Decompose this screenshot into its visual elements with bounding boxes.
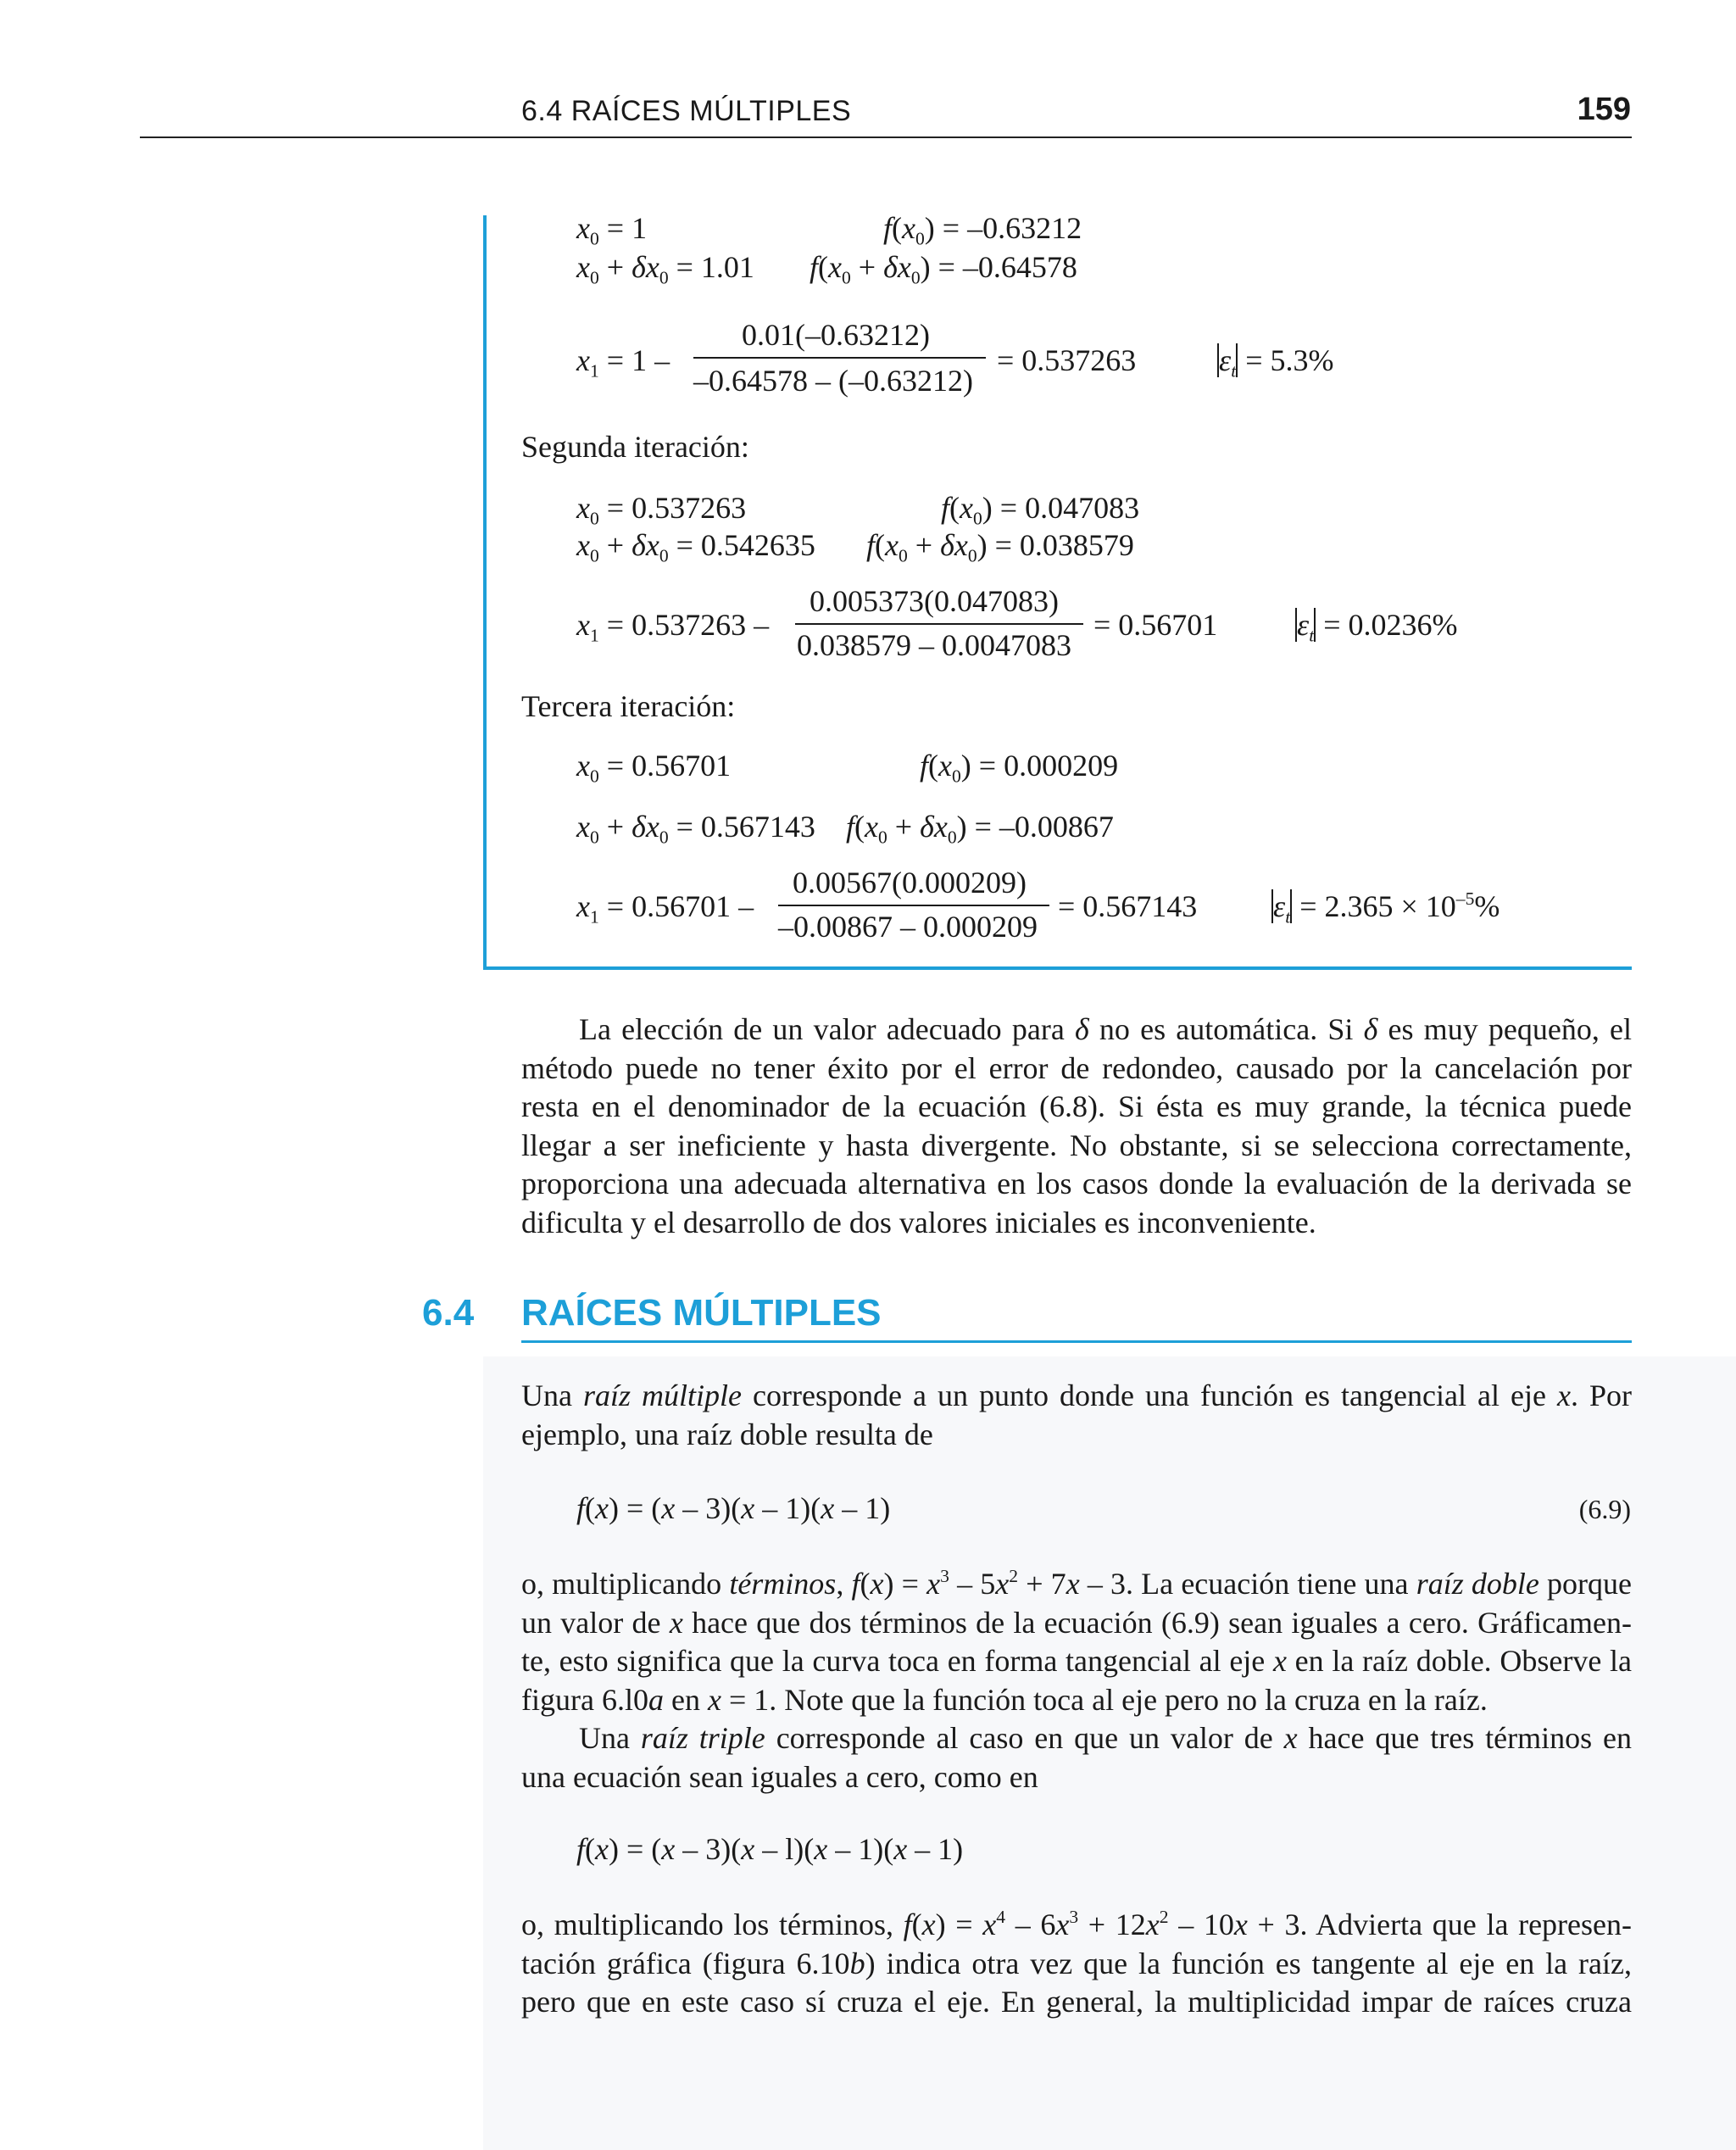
iter3-x0-delta: $x_0 + \delta x_0 = 0.567143$ <box>576 810 815 848</box>
running-head: 6.4 RAÍCES MÚLTIPLES <box>521 95 852 127</box>
iter1-x0-delta: $x_0 + \delta x_0 = 1.01$ <box>576 250 754 288</box>
example-left-border <box>483 215 487 970</box>
para1-line: La elección de un valor adecuado para δ no es automática. Si δ es muy pequeño, el <box>579 1012 1632 1046</box>
para3-line: una ecuación sean iguales a cero, como en <box>521 1759 1038 1794</box>
para3-line: un valor de x hace que dos términos de la ecuación (6.9) sean iguales a cero. Gráficamen- <box>521 1605 1633 1640</box>
paragraph-delta-choice <box>521 1011 1632 1242</box>
paragraph-double-root <box>521 1565 1632 1796</box>
section-title: RAÍCES MÚLTIPLES <box>521 1292 882 1334</box>
paragraph-multiple-root-def <box>521 1377 1632 1454</box>
section-number: 6.4 <box>422 1292 475 1334</box>
iter2-fx0-delta: $f(x_0 + \delta x_0) = 0.038579$ <box>866 528 1134 566</box>
header-rule <box>140 136 1632 138</box>
iter2-numerator: 0.005373(0.047083) <box>810 584 1059 618</box>
iter3-denominator: –0.00867 – 0.000209 <box>778 910 1038 944</box>
iter1-result: = 0.537263 <box>997 343 1137 377</box>
iter1-error: $\varepsilon_t = 5.3\%$ <box>1219 343 1334 382</box>
iter2-error: $\varepsilon_t = 0.0236\%$ <box>1297 608 1458 646</box>
equation-6-9: f(x) = (x – 3)(x – 1)(x – 1) <box>576 1491 891 1525</box>
iter3-heading: Tercera iteración: <box>521 689 736 723</box>
iter2-fraction-bar <box>795 623 1083 625</box>
iter3-x0: $x_0 = 0.56701$ <box>576 749 732 787</box>
section-rule <box>521 1340 1632 1343</box>
iter1-denominator: –0.64578 – (–0.63212) <box>693 364 973 398</box>
paragraph-triple-root <box>521 1906 1632 2022</box>
para2-line: Una raíz múltiple corresponde a un punto donde una función es tangencial al eje x. Por <box>521 1379 1632 1412</box>
para3-line: o, multiplicando términos, $f(x) = x^3 - 5x^2 + 7x - 3$. La ecuación tiene una raíz doble porque <box>521 1565 1633 1601</box>
para1-line: dificulta y el desarrollo de dos valores iniciales es inconveniente. <box>521 1205 1316 1239</box>
para3-line: te, esto significa que la curva toca en forma tangencial al eje x en la raíz doble. Observe la <box>521 1644 1633 1678</box>
iter1-fx0: $f(x_0) = -0.63212$ <box>883 211 1082 249</box>
example-bottom-border <box>483 966 1632 970</box>
iter3-fx0-delta: $f(x_0 + \delta x_0) = -0.00867$ <box>846 810 1114 848</box>
para1-line: método puede no tener éxito por el error de redondeo, causado por la cancelación por <box>521 1050 1632 1085</box>
para1-line: resta en el denominador de la ecuación (6.8). Si ésta es muy grande, la técnica puede <box>521 1089 1632 1123</box>
para3-line: Una raíz triple corresponde al caso en que un valor de x hace que tres términos en <box>579 1721 1632 1755</box>
iter2-x0: $x_0 = 0.537263$ <box>576 491 747 529</box>
para4-line: pero que en este caso sí cruza el eje. En general, la multiplicidad impar de raíces cruza <box>521 1985 1632 2019</box>
iter1-x0: $x_0 = 1$ <box>576 211 648 249</box>
iter3-error: $\varepsilon_t = 2.365 \times 10^{-5}\%$ <box>1273 888 1500 927</box>
para1-line: proporciona una adecuada alternativa en los casos donde la evaluación de la derivada se <box>521 1167 1632 1200</box>
iter3-fx0: $f(x_0) = 0.000209$ <box>920 749 1119 787</box>
iter3-x1-lhs: $x_1 = 0.56701$ – <box>576 889 754 927</box>
para2-line: ejemplo, una raíz doble resulta de <box>521 1417 933 1451</box>
iter3-fraction-bar <box>778 905 1049 906</box>
iter3-result: = 0.567143 <box>1058 889 1198 923</box>
iter1-x1-lhs: $x_1 = 1$ – <box>576 343 670 382</box>
iter2-fx0: $f(x_0) = 0.047083$ <box>941 491 1140 529</box>
para4-line: o, multiplicando los términos, $f(x) = x^4 - 6x^3 + 12x^2 - 10x + 3$. Advierta que la represen- <box>521 1906 1632 1941</box>
iter1-numerator: 0.01(–0.63212) <box>742 318 930 352</box>
iter2-heading: Segunda iteración: <box>521 430 749 464</box>
iter1-fx0-delta: $f(x_0 + \delta x_0) = -0.64578$ <box>810 250 1077 288</box>
iter2-denominator: 0.038579 – 0.0047083 <box>797 628 1071 662</box>
equation-triple-root: f(x) = (x – 3)(x – l)(x – 1)(x – 1) <box>576 1832 964 1866</box>
iter1-fraction-bar <box>693 357 986 359</box>
para4-line: tación gráfica (figura 6.10b) indica otra vez que la función es tangente al eje en la raíz, <box>521 1946 1632 1980</box>
iter2-result: = 0.56701 <box>1093 608 1218 642</box>
para3-line: figura 6.l0a en x = 1. Note que la función toca al eje pero no la cruza en la raíz. <box>521 1682 1488 1717</box>
iter2-x1-lhs: $x_1 = 0.537263$ – <box>576 608 770 646</box>
equation-6-9-label: (6.9) <box>1578 1494 1631 1524</box>
iter2-x0-delta: $x_0 + \delta x_0 = 0.542635$ <box>576 528 815 566</box>
page-number: 159 <box>1577 92 1631 127</box>
iter3-numerator: 0.00567(0.000209) <box>793 866 1027 900</box>
para1-line: llegar a ser ineficiente y hasta divergente. No obstante, si se selecciona correctamente, <box>521 1128 1632 1162</box>
